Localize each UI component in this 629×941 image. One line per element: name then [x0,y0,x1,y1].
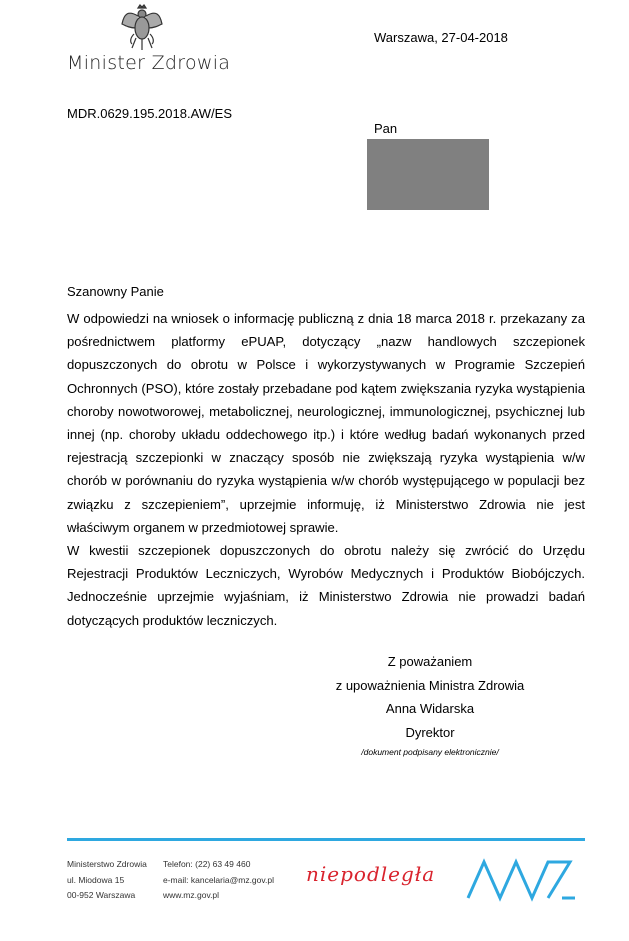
footer-email[interactable]: e-mail: kancelaria@mz.gov.pl [163,874,274,885]
footer-website[interactable]: www.mz.gov.pl [163,890,220,901]
closing: Z poważaniem [387,654,473,669]
footer-contact [163,857,274,904]
body-paragraph: W kwestii szczepionek dopuszczonych do obrotu należy się zwrócić do Urzędu Rejestracji Produktów Leczniczych, Wyrobów Medycznych i Produktów Biobójczych. Jednocześnie uprzejmie wyjaśniam, iż Ministerstwo Zdrowia nie prowadzi badań dotyczących produktów leczniczych. [67,543,585,628]
signature-block [320,650,540,760]
mz-logo-icon [466,858,578,902]
body-paragraph: W odpowiedzi na wniosek o informację publiczną z dnia 18 marca 2018 r. przekazany za pośrednictwem platformy ePUAP, dotyczący „nazw handlowych szczepionek dopuszczonych do obrotu w Polsce i wykorzystywanych w Programie Szczepień Ochronnych (PSO), które zostały przebadane pod kątem zwiększania ryzyka wystąpienia choroby nowotworowej, metabolicznej, neurologicznej, immunologicznej, psychicznej lub innej (np. choroby układu oddechowego itp.) i które według badań wykonanych przed rejestracją szczepionki w znaczący sposób nie zwiększają ryzyka wystąpienia w/w chorób w porównaniu do ryzyka wystąpienia w/w chorób występującego w populacji bez związku z szczepieniem”, uprzejmie informuję, iż Ministerstwo Zdrowia nie jest właściwym organem w przedmiotowej sprawie. [67,311,585,535]
polish-eagle-emblem-icon [120,4,164,52]
date-line: Warszawa, 27-04-2018 [374,30,508,45]
signer-position: Dyrektor [405,724,455,740]
authority: z upoważnienia Ministra Zdrowia [335,677,525,693]
footer-line: Ministerstwo Zdrowia [67,859,147,869]
redacted-address [367,139,489,210]
footer-line: 00-952 Warszawa [67,890,136,901]
letter-body [67,307,585,632]
salutation: Szanowny Panie [67,284,164,299]
footer-address [67,857,147,904]
footer-line: ul. Miodowa 15 [67,874,125,885]
ministry-logo-text: Minister Zdrowia [67,52,231,74]
footer-phone: Telefon: (22) 63 49 460 [163,859,251,869]
reference-number: MDR.0629.195.2018.AW/ES [67,106,232,121]
signature-note: /dokument podpisany elektronicznie/ [361,747,499,757]
signer-name: Anna Widarska [385,701,475,716]
footer-divider [67,838,585,841]
addressee-title: Pan [374,121,398,136]
niepodlegla-logo: niepodległa [306,862,436,886]
